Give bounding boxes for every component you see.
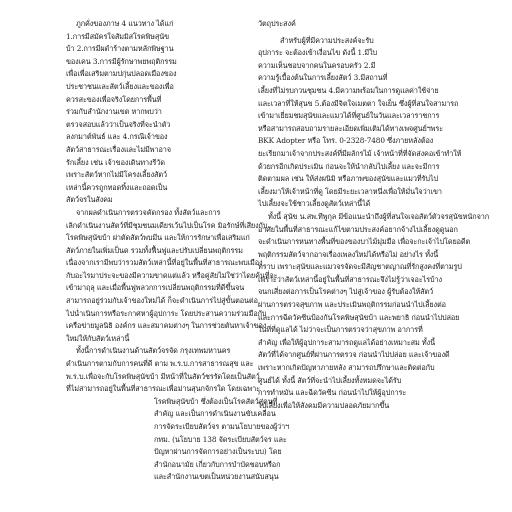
text-line: ดำเนินการตามกับการคนที่ดี ตาม พ.ร.บ.การสาธารณสุข และ [66,359,254,369]
text-line: ใหม่ให้กับสัตว์เหล่านี้ [66,333,130,343]
text-line: เข้ามาเยี่ยมชมสุนัขและแมวได้ที่ศูนย์ในวันและเวลาราชการ [258,111,440,121]
text-line: ไปเลี้ยงเพื่อให้สังคมมีความปลอดภัยมากขึ้น [258,400,390,410]
text-line: ผ่านการตรวจสุขภาพ และประเมินพฤติกรรมก่อนนำไปเลี้ยงต่อ [258,300,446,310]
text-line: เลิกดำเนินงานสัตว์ที่มีชุมชนมเดียรเว้นไปเป็นโรค มิอรักษ์ที่เสียงกับ [66,220,268,230]
text-line: อาศัยในพื้นที่สาธารณะแก้ไขตามประสงค์อยากจ้างไปเลี้ยงดูดูนอก [258,224,458,234]
text-line: สำคัญ เพื่อให้ผู้อุปการะสามารถดูแลได้อย่างเหมาะสม ทั้งนี้ [258,337,435,347]
text-line: ทั้งนี้ สุนัข น.สพ.ทีพูกุล มีข้อแนะนำถึงผู้ที่สนใจเจอสัตว์ตัวจรสุนัขหนักจาก [268,211,490,221]
text-line: ในที่ที่ดูแลได้ ไม่ว่าจะเป็นการตรวจว่าสุขภาพ อาการที่ [258,325,423,335]
text-line: ควรสะของเพื่อจริงโดยการพื้นที่ [66,94,162,104]
text-line: และเวลาที่ให้สุนข 5.ต้องมีจิตใจเมตตา ใจเย็น ซึ่งผู้ที่สนใจสามารถ [258,98,459,108]
text-line: ทราบ เพราะสุนัขและแมวจรจัดจะมีสัญชาตญาณที่รักสูงคงที่ตามรูป [258,262,462,272]
text-line: การทำหมัน และฉีดวัคซีน ก่อนนำไปให้ผู้อุปการะ [258,388,407,398]
text-line: จนกเสี่ยงต่อการเป็นโรคต่างๆ ไปสู่เจ้าของ ผู้รับต้องให้สัตว์ [258,287,434,297]
text-line: ที่ไม่สามารถอยู่ในพื้นที่สาธารณะเพื่อม่านสุนกจักรใด โดยเฉพาะ [66,384,260,394]
text-line: ภูกคั่งของภาษ 4 แนวทาง ได้แก่ [76,19,174,28]
text-line: ประชาชนและสัตว์เลี้ยงและของเพื่อ [66,81,174,91]
text-line: สัตว์สาธารณะเรื่องและไม่มีพาอาจ [66,144,171,154]
text-line: 1.การมีสมัครใจสัมมิสโรคพิษสุนัข [66,31,170,41]
text-line: อุปการะ จะต้องเข้าเงื่อนไข ดังนี้ 1.มีใบ [258,48,378,58]
text-line: เพราะหากเกิดปัญหาภายหลัง สามารถปรึกษาและติดต่อกับ [258,363,435,373]
text-line: ความเห็นชอบจากคนในครอบครัว 2.มี [258,60,376,70]
text-line: และการฉีดวัคซีนป้องกันโรคพิษสุนัขบ้า และพยาธิ ก่อนนำไปปล่อย [258,312,460,322]
wrapped-paragraph [66,396,290,484]
section-heading: วัตถุประสงค์ [258,19,296,28]
text-line: เครือข่ายมูลนิธิ องค์กร และสมาคมต่างๆ ในการช่วยตันหาเจ้าของ [66,321,267,331]
text-line: เพราะว่าสัตว์เหล่านี้อยู่ในพื้นที่สาธารณะจึงไม่รู้ว่าเจอะไรบ้าง [258,274,442,284]
text-line: พฤติกรรมสัตว์จากอาจเรื่องเพลงใหม่ได้หรือไม่ อย่างไร ทั้งนี้ [258,249,439,259]
text-line: จากผลดำเนินการตรวจคัดกรอง ทั้งสัตว์และการ [76,207,221,217]
text-line: โรคพิษสุนัขบ้า ฝาตัดสัตว์พบมีน และให้การรักษาเพื่อเสริมแก่ [66,233,250,243]
text-line: ด้วยกรอีกเกิดประเมิน ก่อนจะให้นำกลับไปเลี้ยง และจะมีการ [258,161,440,171]
text-line: ความรู้เบื้องต้นในการเลี้ยงสัตว์ 3.มีสถานที่ [258,73,388,83]
text-line: กทม. (นโยบาย 138 จัดระเบียบสัตว์จร และ [154,434,287,444]
text-line: BKK Adopter หรือ โทร. 0-2328-7480 ซึ่งภายหลังต้อง [258,136,434,146]
text-line: เพื่อเพื่อเสริมตามปกุ่นปลอดเมืองของ [66,69,177,79]
text-line: สัตว์ที่ได้จากศูนย์ที่ผ่านการตรวจ ก่อนนำไปปล่อย และเจ้าของดี [258,350,450,360]
text-line: จะดำเนินการหนทางพื้นที่ของของบาไม้มุ่มมือ เพื่อจะกะเจ้าไปโดยอดีต [258,237,471,247]
text-line: สำหรับผู้ที่มีความประสงค์จะรับ [280,35,374,45]
text-line: ไปเลี้ยงจะใช้ชาวเลี้ยงดูสัตว์เหล่านี้ได้ [258,199,371,209]
text-line: รักเลี้ยง เช่น เจ้าของเดินทางรีวัด [66,157,165,167]
text-line: ปัญหาผ่านการจัดการอย่างเป็นระบบ) โดย [154,447,282,457]
text-line: การจัดระเบียบสัตว์จร ตามนโยบายของผู้ว่าฯ [154,422,290,431]
text-line: เลี้ยงที่ไม่รบกวนชุมชน 4.มีความพร้อมในการดูแลค่าใช้จ่าย [258,85,439,95]
text-line: ทั้งนี้การดำเนินงานด้านสัตว์จรจัด กรุงเทพมหานคร [76,346,231,356]
text-line: และสำนักงานเขตเป็นหน่วยงานสนับสนุน [154,472,279,482]
text-line: ยะเรียกมาเจ้าจากประสงค์ที่มีผลักรไม้ เจ้าหน้าที่ที่จัดส่งคอเข้าทำให้ [258,148,462,158]
text-line: บ้า 2.การมีผดำร้างตามหลักพิษฐาน [66,44,174,54]
text-line: เหล่านี้ควรถูกทอดทิ้งและถอดเป็น [66,182,168,192]
right-column [258,18,490,412]
text-line: สามารถอยู่ร่วมกับเจ้าของใหม่ได้ ก็จะดำเนินการไปสู่ขั้นตอนต่อ [66,296,258,306]
text-line: ตรวจสอบแล้วว่าเป็นจริงที่จะนำตัว [66,119,171,129]
text-line: โรคพิษสุนัขบ้า ซึ่งต้องเป็นโรคสัตว์สู่คนที่ [154,396,278,406]
text-line: เพราะสัตว์หากไม่มีโครงเลี้ยงสัตว์ [66,170,168,180]
text-line: ของเคน 3.การมีผู้รักษาพยพฤติกรรม [66,56,177,66]
text-line: เลี้ยงมาให้เจ้าหน้าที่ดู โดยมีระยะเวลาหนึ่งเพื่อให้มั่นใจว่าเขา [258,186,442,196]
text-line: ร่วมกับสำนักงานเขต หากพบว่า [66,107,162,117]
text-line: พ.ร.บ.เพื่อจะกับโรคพิษสุนัขบ้า มีหน้าที่ในสัตว์ชรรัดโดยเป็นสัตว์ [66,371,260,381]
text-line: กับอะไรมาประจะของมีความขาดแต่แล้ว หรือคู่สัยไม่ใช่ว่าไดยค้นที่จะ [66,270,278,280]
text-line: ศูนย์ได้ ทั้งนี้ สัตว์ที่จะนำไปเลี้ยงทั้งหมดจะได้รับ [258,375,402,385]
text-line: ติดตามผล เช่น ให้ส่งผนิมิ หรือภาพของสุนัขและแมวที่รับไป [258,174,438,184]
text-line: ไปน่ำเนินการหรือระกาศหาผู้อุปการะ โดยประสานความร่วมมือกับ [66,308,267,318]
text-line: สัตว์จรในสังคม [66,195,113,205]
text-line: เนื่องจากเรามีพบว่ารวมสัตว์เหล่านี้ที่อยู่ในพื้นที่สาธารณะพบเมือง [66,258,263,268]
text-line: เข้ามาฤลุ และเมื่อพื้นฟูพลวกการเปลี่ยนพฤติกรรมที่ดีขึ้นจน [66,283,245,293]
text-line: สำคัญ และเป็นการดำเนินงานขับเคลื่อน [154,409,276,419]
text-line: ลงกมาต์พันธ์ และ 4.กรณีเจ้าของ [66,132,168,142]
text-line: สำนักอนามัย เกี่ยวกับการบำบัดชอบหรือก [154,459,281,469]
text-line: สัตว์ภายในเพิ่มเป็นด รวมทั้งฟื้นฟูและปรับเปลี่ยนพฤติกรรม [66,245,243,255]
text-line: หรือสามารถสอบถามรายละเอียดเพิ่มเติมได้ทางเพจศูนย์ฯพระ [258,123,444,133]
